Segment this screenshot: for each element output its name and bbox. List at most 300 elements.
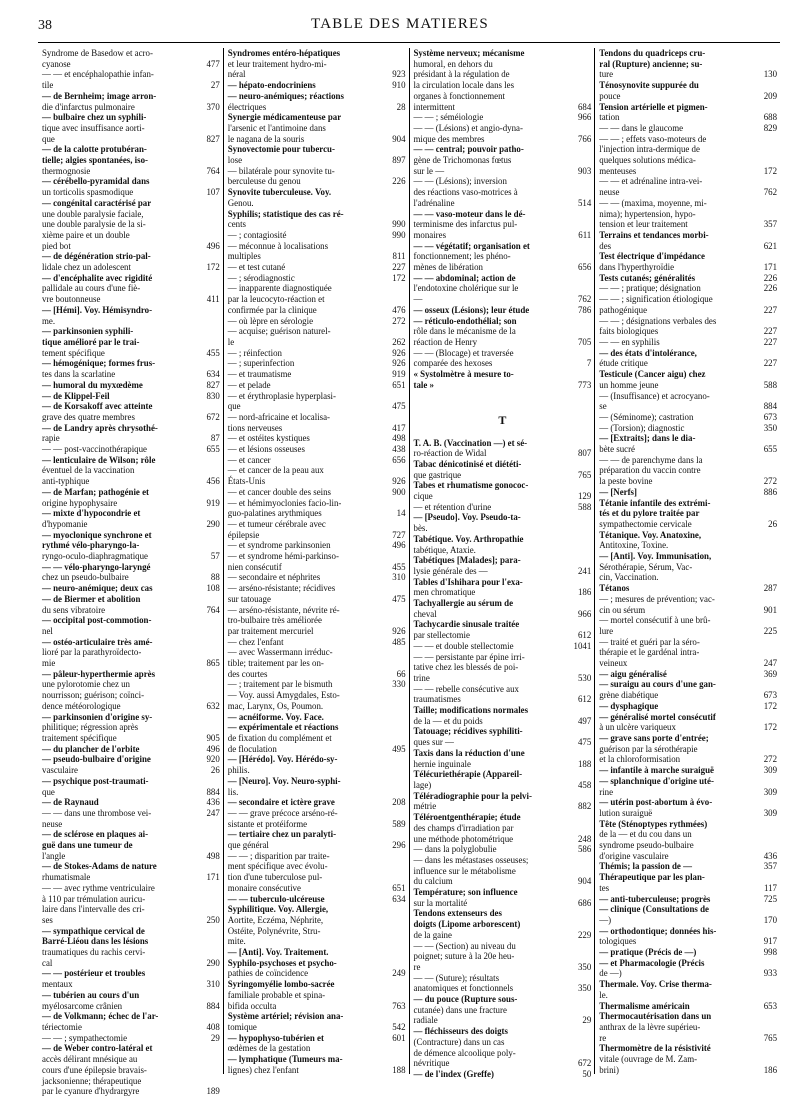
entry-page: 296 [392, 840, 406, 851]
index-entry [228, 744, 406, 755]
entry-text: Téléroentgenthérapie; étude [413, 812, 521, 823]
entry-page: 27 [210, 80, 220, 91]
index-entry [414, 973, 592, 984]
entry-text: — — ; séméiologie [413, 112, 484, 123]
index-entry [599, 519, 777, 530]
entry-text: des réactions vaso-motrices à [413, 187, 518, 198]
entry-text: Thermocautérisation dans un [599, 1011, 712, 1022]
index-entry [414, 898, 592, 909]
entry-page: 923 [392, 69, 406, 80]
entry-text: tielle; algies spontanées, iso- [42, 155, 148, 166]
entry-text: — — (maxima, moyenne, mi- [599, 197, 707, 208]
entry-text: éventuel de la vaccination [42, 465, 135, 476]
index-entry [228, 155, 406, 166]
entry-text: réaction de Henry [413, 336, 478, 347]
index-entry [42, 241, 220, 252]
entry-text: l'adrénaline [413, 197, 455, 208]
entry-text: cique [413, 491, 433, 502]
entry-text: — bilatérale pour synovite tu- [227, 165, 335, 176]
entry-page: 129 [577, 491, 592, 502]
entry-page: 919 [392, 369, 406, 380]
entry-page: 763 [392, 1000, 406, 1011]
entry-text: — secondaire et néphrites [227, 572, 321, 583]
entry-text: Genou. [227, 197, 254, 208]
entry-text: grène diabétique [599, 690, 659, 701]
index-entry [42, 380, 220, 391]
entry-page: 865 [206, 658, 220, 669]
index-entry [414, 470, 592, 481]
index-entry [599, 155, 777, 166]
entry-text: Tables d'Ishihara pour l'exa- [413, 576, 523, 587]
index-entry [599, 658, 777, 669]
entry-text: cal [42, 957, 53, 968]
entry-text: Thémis; la passion de — [599, 861, 692, 872]
entry-page: 170 [763, 914, 777, 925]
index-entry [42, 273, 220, 284]
entry-text: — [Nerfs] [599, 486, 637, 497]
index-entry [228, 241, 406, 252]
index-entry [228, 904, 406, 915]
index-entry [599, 465, 777, 476]
index-entry [228, 455, 406, 466]
entry-text: men chromatique [413, 587, 476, 598]
entry-text: — et syndrome hémi-parkinso- [227, 551, 339, 562]
entry-page: 653 [763, 1000, 777, 1011]
index-entry [42, 926, 220, 937]
index-entry [599, 861, 777, 872]
entry-page: 350 [763, 422, 777, 433]
index-entry [599, 808, 777, 819]
entry-text: néral [227, 69, 246, 80]
entry-page: 990 [392, 219, 406, 230]
entry-text: syndrome pseudo-bulbaire [599, 840, 694, 851]
entry-text: Synovectomie pour tubercu- [227, 144, 335, 155]
entry-text: un homme jeune [599, 379, 659, 390]
entry-text: veineux [599, 658, 628, 669]
index-entry [42, 615, 220, 626]
entry-page: 496 [392, 540, 406, 551]
index-entry [228, 883, 406, 894]
entry-page: 926 [392, 476, 406, 487]
index-entry [42, 412, 220, 423]
entry-text: ture [599, 69, 614, 80]
index-entry [599, 1054, 777, 1065]
index-entry [414, 512, 592, 523]
entry-page: 786 [577, 304, 592, 315]
entry-text: — de Klippel-Feil [42, 390, 110, 401]
index-entry [228, 326, 406, 337]
entry-text: — et cancer double des seins [227, 486, 332, 497]
index-entry [42, 144, 220, 155]
entry-text: — méconnue à localisations [227, 240, 329, 251]
entry-text: lage) [413, 780, 432, 790]
index-entry [42, 305, 220, 316]
index-entry [228, 872, 406, 883]
entry-text: — secondaire et ictère grave [227, 797, 335, 808]
entry-text: — occipital post-commotion- [42, 615, 152, 626]
index-entry [228, 166, 406, 177]
entry-page: 601 [392, 1032, 406, 1043]
index-entry [42, 91, 220, 102]
entry-text: « Systolmètre à mesure to- [413, 369, 514, 380]
index-entry [599, 733, 777, 744]
index-entry [599, 380, 777, 391]
entry-text: accès délirant mnésique au [42, 1054, 138, 1065]
entry-text: — myoclonique synchrone et [42, 529, 152, 540]
entry-text: anatomiques et fonctionnels [413, 983, 514, 994]
entry-page: 107 [206, 187, 220, 198]
entry-text: re [599, 1032, 607, 1043]
entry-text: — de dégénération strio-pal- [42, 251, 151, 262]
entry-text: Tests cutanés; généralités [599, 272, 696, 283]
entry-text: — [Pseudo]. Voy. Pseudo-ta- [413, 512, 521, 523]
entry-text: — et hémimyoclonies facio-lin- [227, 497, 342, 508]
index-entry [42, 166, 220, 177]
index-entry [414, 769, 592, 780]
index-entry [42, 358, 220, 369]
entry-text: — [Extraits]; dans le dia- [599, 433, 696, 444]
entry-text: — — (Section) au niveau du [413, 940, 516, 951]
index-entry [414, 577, 592, 588]
index-entry [599, 348, 777, 359]
index-entry [414, 855, 592, 866]
entry-text: l'endotoxine cholérique sur le [413, 283, 519, 294]
entry-page: 438 [392, 444, 406, 455]
entry-text: — ; traitement par le bismuth [227, 679, 333, 690]
index-entry [42, 776, 220, 787]
entry-text: — de sclérose en plaques ai- [42, 829, 149, 840]
entry-text: — infantile à marche suraiguë [599, 765, 714, 776]
entry-text: — (Séminome); castration [599, 411, 694, 422]
index-entry [599, 444, 777, 455]
entry-text: par traitement mercuriel [227, 625, 314, 636]
entry-text: ro-réaction de Widal [413, 448, 487, 459]
entry-text: Synergie médicamenteuse par [227, 112, 342, 123]
index-entry [414, 448, 592, 459]
entry-text: — nord-africaine et localisa- [227, 411, 331, 422]
entry-text: — ; superinfection [227, 358, 295, 369]
index-entry [599, 423, 777, 434]
entry-text: — hépato-endocriniens [227, 80, 316, 91]
index-entry [42, 476, 220, 487]
index-entry [228, 647, 406, 658]
entry-page: 830 [206, 390, 220, 401]
index-entry [599, 48, 777, 59]
entry-text: — — (Lésions); inversion [413, 176, 507, 187]
index-entry [228, 958, 406, 969]
index-entry [414, 983, 592, 994]
entry-text: à 110 par trémulation auricu- [42, 893, 146, 904]
entry-text: berculeuse du genou [227, 176, 301, 187]
entry-page: 966 [577, 112, 592, 123]
entry-text: — et traumatisme [227, 369, 292, 380]
entry-page: 369 [763, 668, 777, 679]
index-entry [599, 765, 777, 776]
index-entry [414, 737, 592, 748]
entry-page: 408 [206, 1021, 220, 1032]
index-entry [414, 80, 592, 91]
header-rule [38, 42, 780, 43]
index-entry [228, 722, 406, 733]
entry-page: 634 [392, 893, 406, 904]
entry-page: 917 [763, 936, 777, 947]
index-entry [228, 444, 406, 455]
entry-text: Tabétiques [Malades]; para- [413, 555, 521, 566]
index-entry [228, 465, 406, 476]
entry-page: 309 [763, 786, 777, 797]
entry-page: 884 [763, 401, 777, 412]
entry-page: 26 [210, 765, 220, 776]
entry-text: — hypophyso-tubérien et [227, 1032, 324, 1043]
entry-text: lidale chez un adolescent [42, 262, 131, 273]
index-entry [414, 641, 592, 652]
entry-text: Testicule (Cancer aigu) chez [599, 369, 706, 380]
index-entry [228, 369, 406, 380]
entry-page: 171 [763, 262, 777, 273]
index-entry [599, 102, 777, 113]
entry-page: 672 [577, 1058, 592, 1069]
index-entry [599, 80, 777, 91]
index-entry [42, 990, 220, 1001]
index-entry [228, 59, 406, 70]
index-entry [42, 840, 220, 851]
entry-text: guë dans une tumeur de [42, 840, 133, 851]
index-entry [42, 787, 220, 798]
entry-page: 172 [763, 722, 777, 733]
entry-page: 688 [763, 112, 777, 123]
index-entry [414, 316, 592, 327]
entry-page: 357 [763, 861, 777, 872]
entry-text: —) [599, 914, 612, 925]
entry-text: — d'encéphalite avec rigidité [42, 272, 153, 283]
entry-page: 477 [206, 58, 220, 69]
index-entry [599, 968, 777, 979]
index-entry [42, 433, 220, 444]
entry-text: confirmée par la clinique [227, 304, 317, 315]
entry-text: — — dans une thrombose vei- [42, 807, 152, 818]
entry-page: 248 [577, 833, 592, 844]
entry-page: 886 [763, 486, 777, 497]
entry-text: Syphilis; statistique des cas ré- [227, 208, 344, 219]
index-entry [414, 176, 592, 187]
index-entry [228, 391, 406, 402]
index-entry [599, 487, 777, 498]
entry-text: Téléradiographie pour la pelvi- [413, 790, 532, 801]
entry-text: pouce [599, 90, 621, 101]
index-entry [228, 551, 406, 562]
index-entry [228, 316, 406, 327]
index-entry [414, 748, 592, 759]
entry-text: — tertiaire chez un paralyti- [227, 829, 337, 840]
index-entry [42, 583, 220, 594]
index-entry [228, 144, 406, 155]
entry-text: dans l'hyperthyroïdie [599, 262, 675, 273]
index-entry [42, 947, 220, 958]
index-entry [228, 562, 406, 573]
index-entry [414, 812, 592, 823]
entry-text: Ténosynovite suppurée du [599, 80, 699, 91]
entry-text: cents [227, 219, 246, 230]
entry-page: 357 [763, 219, 777, 230]
entry-text: tés et du pylore traitée par [599, 508, 700, 519]
entry-page: 272 [392, 315, 406, 326]
index-entry [414, 262, 592, 273]
index-entry [42, 283, 220, 294]
index-column-4 [594, 48, 780, 1074]
index-entry [42, 465, 220, 476]
index-entry [228, 594, 406, 605]
entry-text: — — rebelle consécutive aux [413, 683, 519, 694]
entry-text: — [Neuro]. Voy. Neuro-syphi- [227, 775, 341, 786]
index-entry [42, 765, 220, 776]
entry-text: — [Hérédo]. Voy. Hérédo-sy- [227, 754, 338, 765]
entry-text: — généralisé mortel consécutif [599, 711, 716, 722]
entry-page: 765 [763, 1032, 777, 1043]
index-entry [42, 1054, 220, 1065]
index-entry [414, 876, 592, 887]
index-entry [599, 1065, 777, 1076]
entry-text: — — persistante par épine irri- [413, 651, 525, 662]
entry-text: Taille; modifications normales [413, 705, 529, 716]
index-entry [414, 491, 592, 502]
entry-text: thermognosie [42, 165, 91, 176]
index-entry [414, 694, 592, 705]
entry-page: 226 [763, 283, 777, 294]
entry-text: cin ou sérum [599, 604, 646, 615]
entry-text: humoral, en dehors du [413, 58, 493, 69]
index-entry [228, 776, 406, 787]
entry-text: l'injection intra-dermique de [599, 144, 700, 155]
entry-text: — avec Wassermann irréduc- [227, 647, 333, 658]
index-entry [228, 519, 406, 530]
entry-text: — et cancer [227, 454, 271, 465]
entry-text: métrie [413, 801, 437, 812]
index-entry [414, 48, 592, 59]
index-entry [599, 947, 777, 958]
index-entry [42, 155, 220, 166]
entry-page: 50 [582, 1068, 592, 1079]
index-entry [228, 198, 406, 209]
entry-text: — ; réinfection [227, 347, 282, 358]
entry-text: électriques [227, 101, 267, 112]
entry-text: jacksonienne; thérapeutique [42, 1075, 142, 1086]
index-entry [42, 701, 220, 712]
entry-page: 172 [763, 700, 777, 711]
index-entry [599, 69, 777, 80]
entry-text: Tension artérielle et pigmen- [599, 101, 708, 112]
entry-text: — (Torsion); diagnostic [599, 422, 685, 433]
entry-text: Barré-Liéou dans les lésions [42, 936, 149, 947]
index-entry [599, 615, 777, 626]
index-entry [599, 776, 777, 787]
entry-text: sur la mortalité [413, 897, 468, 908]
index-entry [414, 198, 592, 209]
entry-text: — mortel consécutif à une brû- [599, 615, 711, 626]
entry-text: de floculation [227, 743, 277, 754]
entry-page: 588 [763, 379, 777, 390]
index-entry [599, 679, 777, 690]
entry-page: 208 [392, 797, 406, 808]
entry-page: 350 [577, 961, 592, 972]
index-entry [42, 123, 220, 134]
index-entry [599, 926, 777, 937]
entry-page: 309 [763, 765, 777, 776]
entry-text: — pâleur-hyperthermie après [42, 668, 156, 679]
entry-page: 586 [577, 844, 592, 855]
entry-text: — réticulo-endothélial; son [413, 315, 517, 326]
entry-text: traumatismes [413, 694, 461, 705]
entry-page: 227 [763, 326, 777, 337]
entry-text: — [413, 294, 423, 305]
entry-text: — — ; disparition par traite- [227, 850, 330, 861]
entry-text: — — (Lésions) et angio-dyna- [413, 122, 523, 133]
index-entry [42, 1033, 220, 1044]
index-entry [599, 958, 777, 969]
index-entry [414, 780, 592, 791]
index-entry [42, 198, 220, 209]
entry-page: 542 [392, 1021, 406, 1032]
index-entry [414, 241, 592, 252]
entry-text: Température; son influence [413, 887, 518, 898]
index-entry [228, 1054, 406, 1065]
index-entry [42, 883, 220, 894]
index-entry [42, 508, 220, 519]
entry-text: tabétique, Ataxie. [413, 544, 476, 555]
index-entry [599, 530, 777, 541]
index-entry [414, 144, 592, 155]
entry-text: mie [42, 658, 56, 669]
entry-text: Thermomètre de la résistivité [599, 1043, 711, 1054]
entry-text: — de Stokes-Adams de nature [42, 861, 157, 872]
entry-text: fonctionnement; les phéno- [413, 251, 511, 262]
index-entry [228, 583, 406, 594]
entry-page: 673 [763, 690, 777, 701]
entry-page: 188 [577, 758, 592, 769]
entry-text: — clinique (Consultations de [599, 904, 709, 915]
entry-text: et la chloroformisation [599, 754, 681, 765]
index-entry [414, 369, 592, 380]
entry-text: mac, Larynx, Os, Poumon. [227, 700, 324, 711]
index-entry [599, 626, 777, 637]
entry-text: — ; mesures de prévention; vac- [599, 593, 715, 604]
index-entry [599, 637, 777, 648]
index-entry [228, 487, 406, 498]
entry-text: œdèmes de la gestation [227, 1043, 311, 1054]
entry-page: 612 [577, 694, 592, 705]
index-entry [42, 551, 220, 562]
entry-text: Ostéite, Polynévrite, Stru- [227, 925, 321, 936]
index-entry [228, 690, 406, 701]
entry-text: épilepsie [227, 529, 260, 540]
entry-text: Syndromes entéro-hépatiques [227, 48, 341, 58]
entry-page: 651 [392, 379, 406, 390]
entry-page: 475 [392, 593, 406, 604]
index-entry [414, 844, 592, 855]
index-entry [414, 962, 592, 973]
index-entry [414, 1069, 592, 1080]
entry-page: 186 [763, 1064, 777, 1075]
entry-page: 28 [396, 101, 406, 112]
index-entry [228, 433, 406, 444]
entry-text: de la gaine [413, 929, 452, 940]
index-entry [228, 979, 406, 990]
index-entry [414, 866, 592, 877]
entry-text: Terrains et tendances morbi- [599, 229, 709, 240]
index-entry [228, 91, 406, 102]
index-entry [42, 316, 220, 327]
entry-text: — — et encéphalopathie infan- [42, 69, 154, 80]
entry-text: — de Landry après chrysothé- [42, 422, 158, 433]
